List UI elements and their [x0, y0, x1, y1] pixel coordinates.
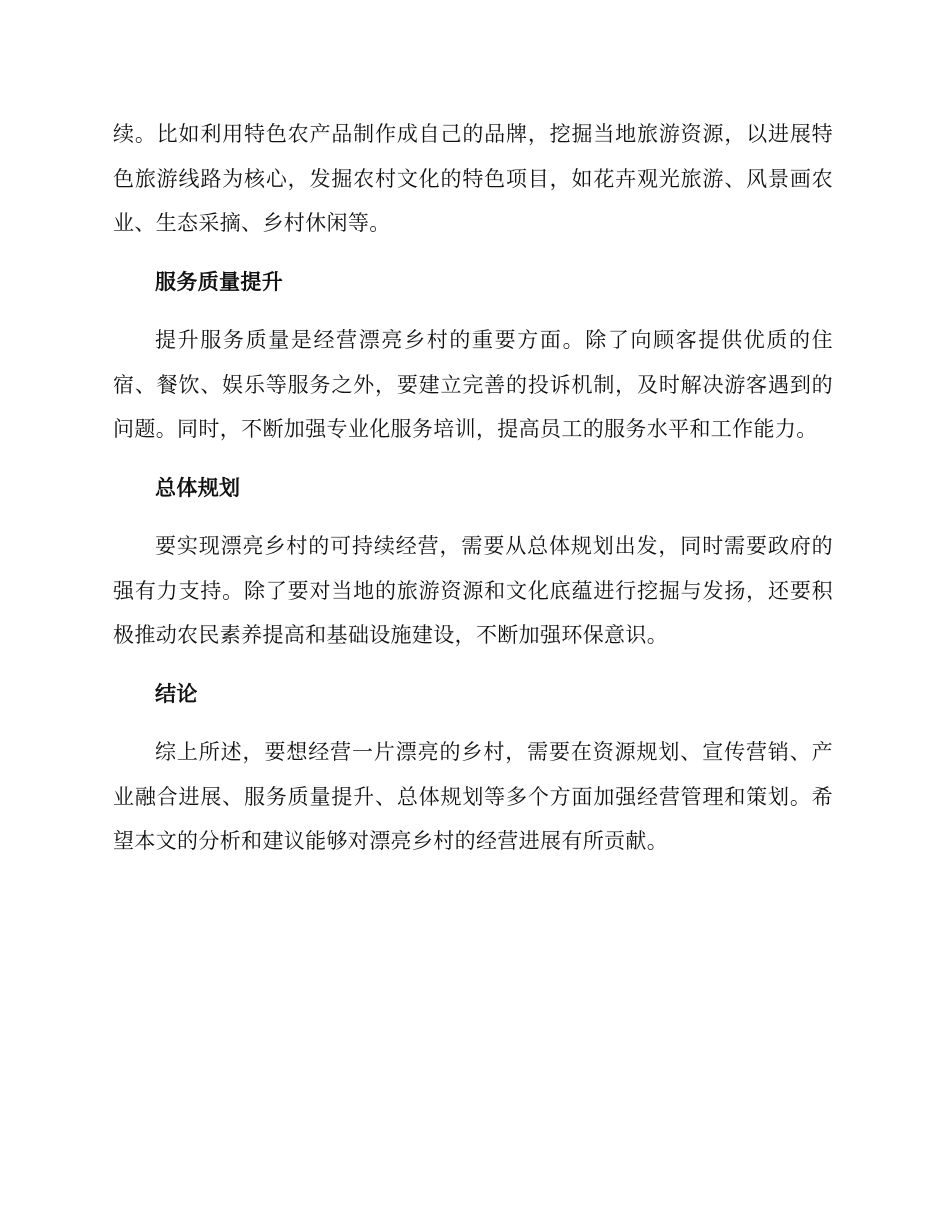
heading-service-quality: 服务质量提升 — [155, 269, 284, 294]
heading-overall-planning: 总体规划 — [155, 475, 241, 500]
paragraph-conclusion: 综上所述，要想经营一片漂亮的乡村，需要在资源规划、宣传营销、产业融合进展、服务质量提升、总体规划等多个方面加强经营管理和策划。希望本文的分析和建议能够对漂亮乡村的经营进展有所贡献。 — [113, 740, 833, 853]
paragraph-overall-planning: 要实现漂亮乡村的可持续经营，需要从总体规划出发，同时需要政府的强有力支持。除了要对当地的旅游资源和文化底蕴进行挖掘与发扬，还要积极推动农民素养提高和基础设施建设，不断加强环保意识。 — [113, 534, 833, 647]
paragraph-service-quality: 提升服务质量是经营漂亮乡村的重要方面。除了向顾客提供优质的住宿、餐饮、娱乐等服务之外，要建立完善的投诉机制，及时解决游客遇到的问题。同时，不断加强专业化服务培训，提高员工的服务水平和工作能力。 — [113, 328, 833, 441]
continued-paragraph: 续。比如利用特色农产品制作成自己的品牌，挖掘当地旅游资源，以进展特色旅游线路为核心，发掘农村文化的特色项目，如花卉观光旅游、风景画农业、生态采摘、乡村休闲等。 — [113, 122, 833, 235]
heading-conclusion: 结论 — [155, 681, 198, 706]
